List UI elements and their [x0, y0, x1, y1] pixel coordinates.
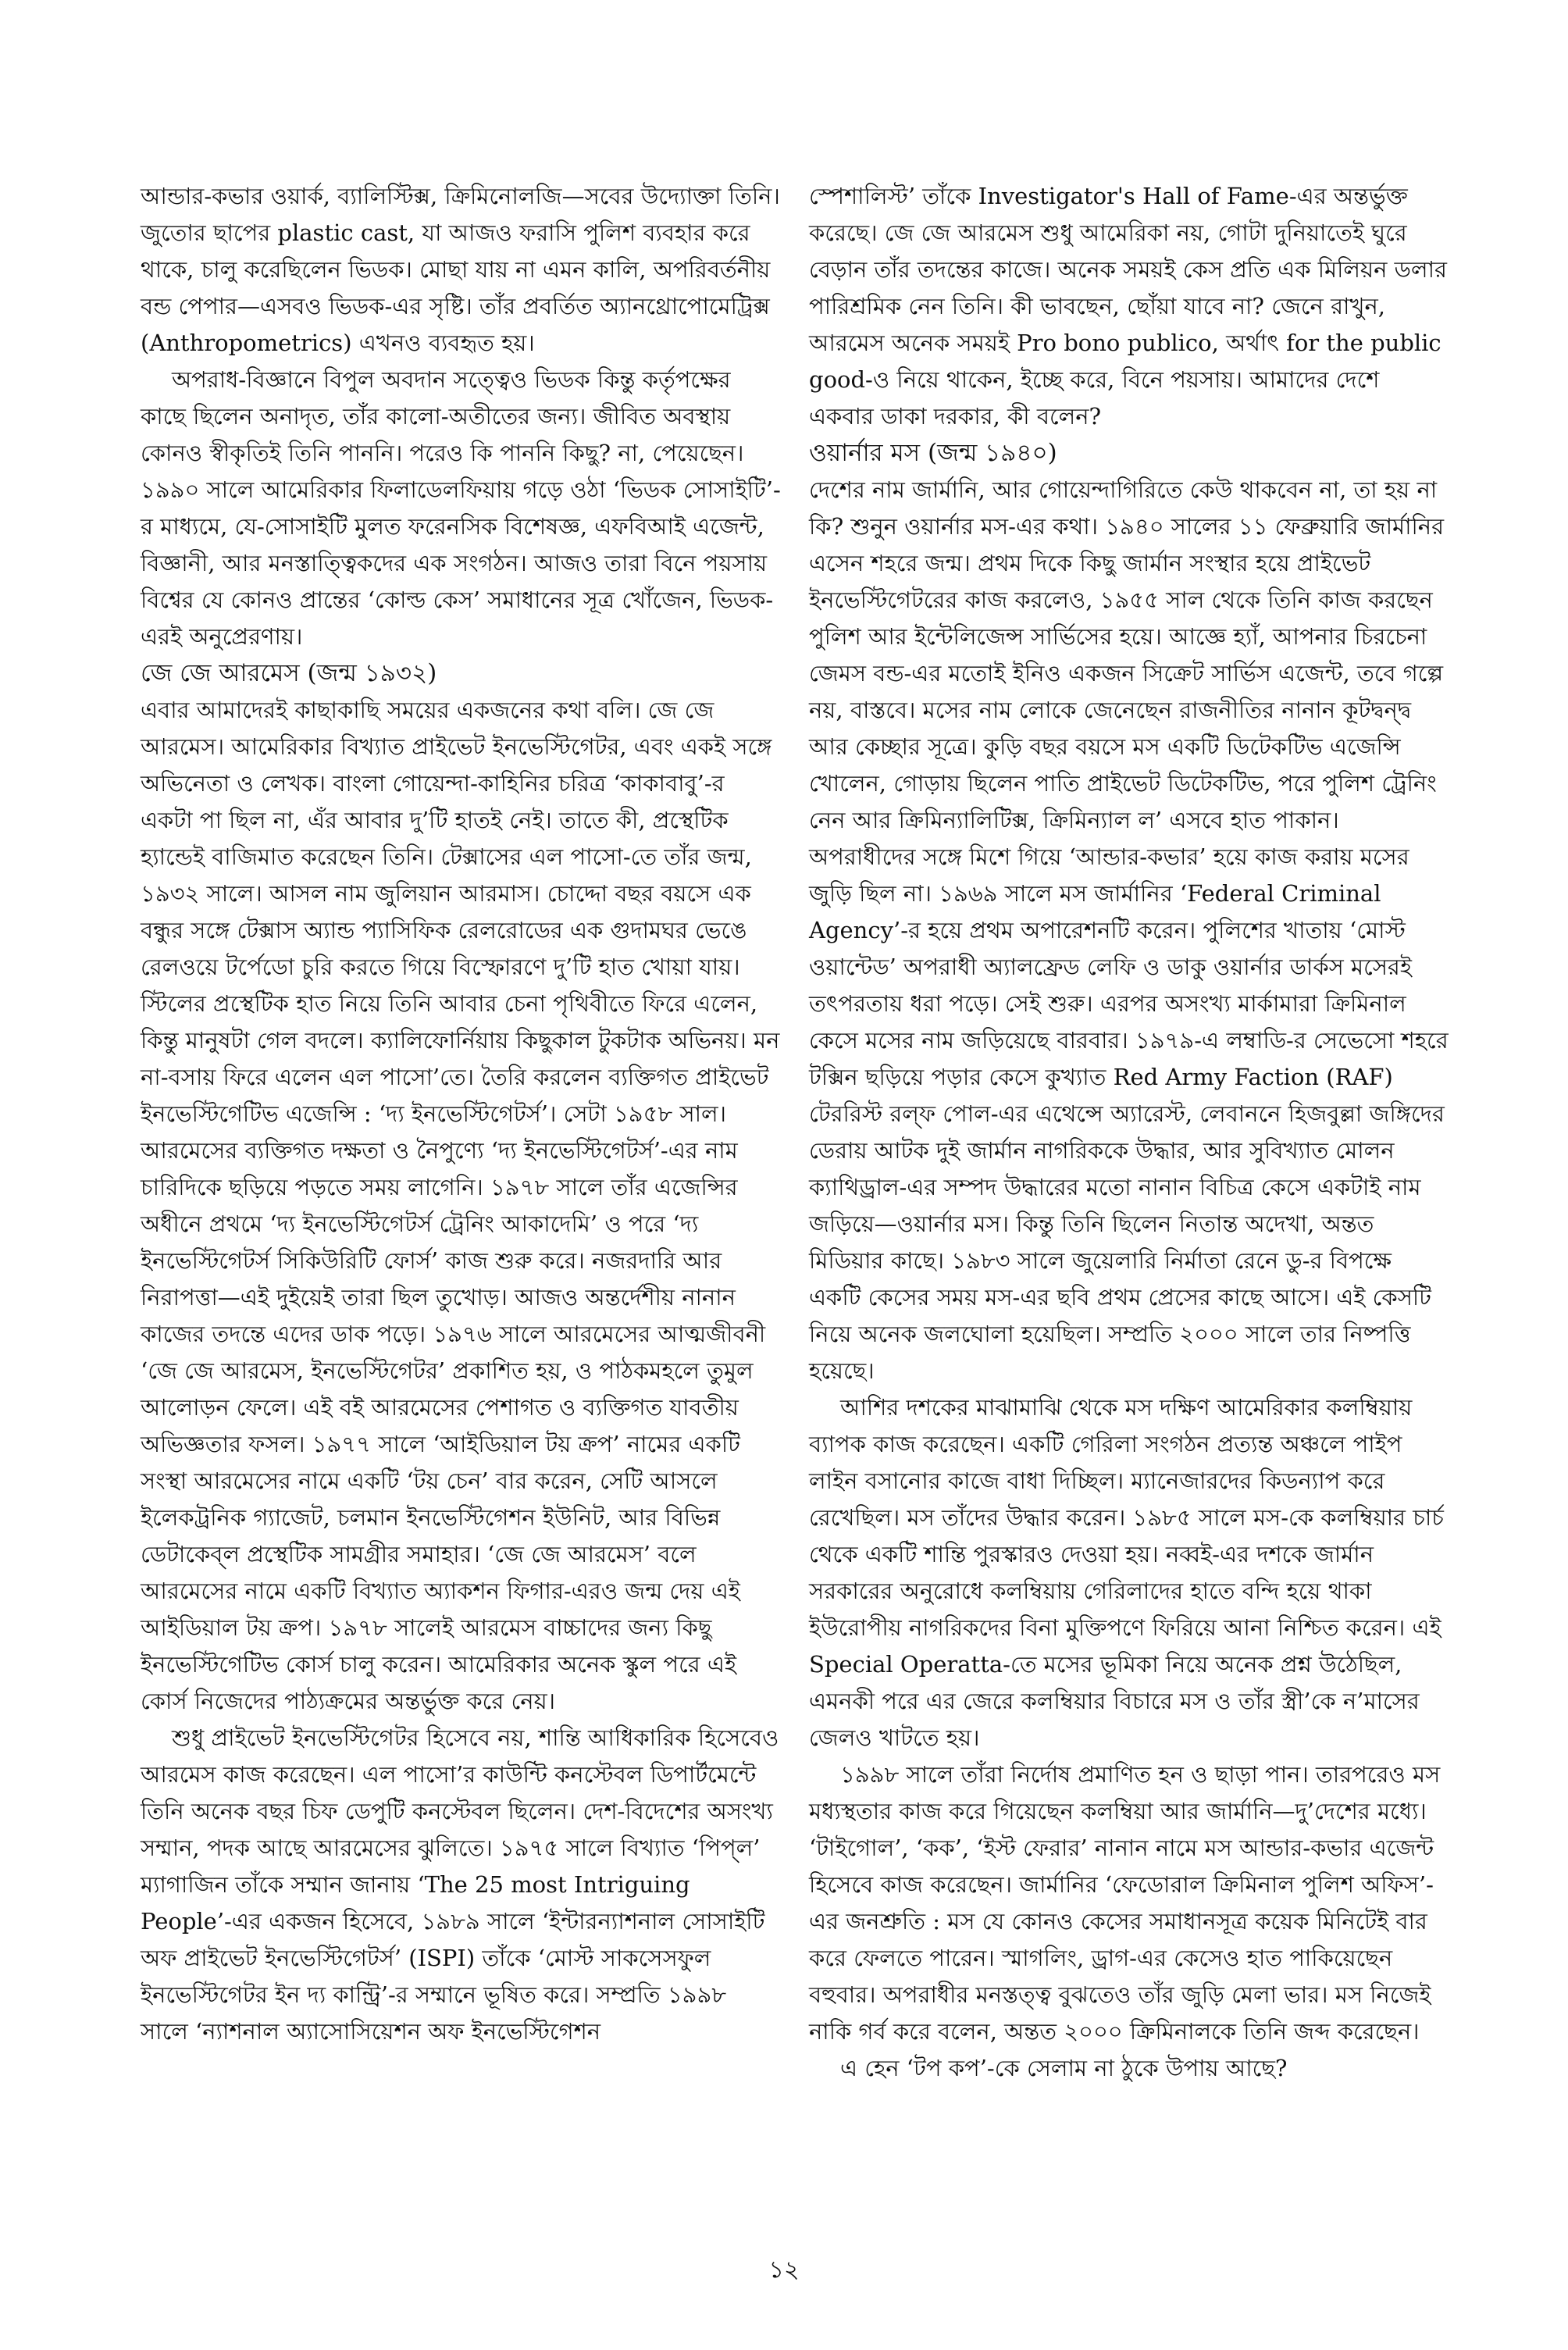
paragraph-armes-honours: শুধু প্রাইভেট ইনভেস্টিগেটর হিসেবে নয়, শান্তি আধিকারিক হিসেবেও আরমেস কাজ করেছেন। এল পাসো’র কাউন্টি কনস্টেবল ডিপার্টমেন্টে তিনি অনেক বছর চিফ ডেপুটি কনস্টেবল ছিলেন। দেশ-বিদেশের অসংখ্য সম্মান, পদক আছে আরমেসের ঝুলিতে। ১৯৭৫ সালে বিখ্যাত ‘পিপ্‌ল’ ম্যাগাজিন তাঁকে সম্মান জানায় ‘The 25 most Intriguing People’-এর একজন হিসেবে, ১৯৮৯ সালে ‘ইন্টারন্যাশনাল সোসাইটি অফ প্রাইভেট ইনভেস্টিগেটর্স’ (ISPI) তাঁকে ‘মোস্ট সাকসেসফুল ইনভেস্টিগেটর ইন দ্য কান্ট্রি’-র সম্মানে ভূষিত করে। সম্প্রতি ১৯৯৮ সালে ‘ন্যাশনাল অ্যাসোসিয়েশন অফ ইনভেস্টিগেশন	[141, 1724, 779, 2045]
paragraph-mauss-career: দেশের নাম জার্মানি, আর গোয়েন্দাগিরিতে কেউ থাকবেন না, তা হয় না কি? শুনুন ওয়ার্নার মস-এর কথা। ১৯৪০ সালের ১১ ফেব্রুয়ারি জার্মানির এসেন শহরে জন্ম। প্রথম দিকে কিছু জার্মান সংস্থার হয়ে প্রাইভেট ইনভেস্টিগেটরের কাজ করলেও, ১৯৫৫ সাল থেকে তিনি কাজ করছেন পুলিশ আর ইন্টেলিজেন্স সার্ভিসের হয়ে। আজ্ঞে হ্যাঁ, আপনার চিরচেনা জেমস বন্ড-এর মতোই ইনিও একজন সিক্রেট সার্ভিস এজেন্ট, তবে গল্পে নয়, বাস্তবে। মসের নাম লোকে জেনেছেন রাজনীতির নানান কূটদ্বন্দ্ব আর কেচ্ছার সূত্রে। কুড়ি বছর বয়সে মস একটি ডিটেকটিভ এজেন্সি খোলেন, গোড়ায় ছিলেন পাতি প্রাইভেট ডিটেকটিভ, পরে পুলিশ ট্রেনিং নেন আর ক্রিমিন্যালিটিক্স, ক্রিমিন্যাল ল’ এসবে হাত পাকান। অপরাধীদের সঙ্গে মিশে গিয়ে ‘আন্ডার-কভার’ হয়ে কাজ করায় মসের জুড়ি ছিল না। ১৯৬৯ সালে মস জার্মানির ‘Federal Criminal Agency’-র হয়ে প্রথম অপারেশনটি করেন। পুলিশের খাতায় ‘মোস্ট ওয়ান্টেড’ অপরাধী অ্যালফ্রেড লেফি ও ডাকু ওয়ার্নার ডার্কস মসেরই তৎপরতায় ধরা পড়ে। সেই শুরু। এরপর অসংখ্য মার্কামারা ক্রিমিনাল কেসে মসের নাম জড়িয়েছে বারবার। ১৯৭৯-এ লম্বাডি-র সেভেসো শহরে টক্সিন ছড়িয়ে পড়ার কেসে কুখ্যাত Red Army Faction (RAF) টেররিস্ট রল্‌ফ পোল-এর এথেন্সে অ্যারেস্ট, লেবাননে হিজবুল্লা জঙ্গিদের ডেরায় আটক দুই জার্মান নাগরিককে উদ্ধার, আর সুবিখ্যাত মোলন ক্যাথিড্রাল-এর সম্পদ উদ্ধারের মতো নানান বিচিত্র কেসে একটাই নাম জড়িয়ে—ওয়ার্নার মস। কিন্তু তিনি ছিলেন নিতান্ত অদেখা, অন্তত মিডিয়ার কাছে। ১৯৮৩ সালে জুয়েলারি নির্মাতা রেনে ডু-র বিপক্ষে একটি কেসের সময় মস-এর ছবি প্রথম প্রেসের কাছে আসে। এই কেসটি নিয়ে অনেক জলঘোলা হয়েছিল। সম্প্রতি ২০০০ সালে তার নিষ্পত্তি হয়েছে।	[809, 476, 1449, 1384]
page-number: ১২	[768, 2256, 800, 2284]
paragraph-armes-biography: এবার আমাদেরই কাছাকাছি সময়ের একজনের কথা বলি। জে জে আরমেস। আমেরিকার বিখ্যাত প্রাইভেট ইনভেস্টিগেটর, এবং একই সঙ্গে অভিনেতা ও লেখক। বাংলা গোয়েন্দা-কাহিনির চরিত্র ‘কাকাবাবু’-র একটা পা ছিল না, এঁর আবার দু’টি হাতই নেই। তাতে কী, প্রস্থেটিক হ্যান্ডেই বাজিমাত করেছেন তিনি। টেক্সাসের এল পাসো-তে তাঁর জন্ম, ১৯৩২ সালে। আসল নাম জুলিয়ান আরমাস। চোদ্দো বছর বয়সে এক বন্ধুর সঙ্গে টেক্সাস অ্যান্ড প্যাসিফিক রেলরোডের এক গুদামঘর ভেঙে রেলওয়ে টর্পেডো চুরি করতে গিয়ে বিস্ফোরণে দু’টি হাত খোয়া যায়। স্টিলের প্রস্থেটিক হাত নিয়ে তিনি আবার চেনা পৃথিবীতে ফিরে এলেন, কিন্তু মানুষটা গেল বদলে। ক্যালিফোর্নিয়ায় কিছুকাল টুকটাক অভিনয়। মন না-বসায় ফিরে এলেন এল পাসো’তে। তৈরি করলেন ব্যক্তিগত প্রাইভেট ইনভেস্টিগেটিভ এজেন্সি : ‘দ্য ইনভেস্টিগেটর্স’। সেটা ১৯৫৮ সাল। আরমেসের ব্যক্তিগত দক্ষতা ও নৈপুণ্যে ‘দ্য ইনভেস্টিগেটর্স’-এর নাম চারিদিকে ছড়িয়ে পড়তে সময় লাগেনি। ১৯৭৮ সালে তাঁর এজেন্সির অধীনে প্রথমে ‘দ্য ইনভেস্টিগেটর্স ট্রেনিং আকাদেমি’ ও পরে ‘দ্য ইনভেস্টিগেটর্স সিকিউরিটি ফোর্স’ কাজ শুরু করে। নজরদারি আর নিরাপত্তা—এই দুইয়েই তারা ছিল তুখোড়। আজও অন্তর্দেশীয় নানান কাজের তদন্তে এদের ডাক পড়ে। ১৯৭৬ সালে আরমেসের আত্মজীবনী ‘জে জে আরমেস, ইনভেস্টিগেটর’ প্রকাশিত হয়, ও পাঠকমহলে তুমুল আলোড়ন ফেলে। এই বই আরমেসের পেশাগত ও ব্যক্তিগত যাবতীয় অভিজ্ঞতার ফসল। ১৯৭৭ সালে ‘আইডিয়াল টয় ক্রপ’ নামের একটি সংস্থা আরমেসের নামে একটি ‘টয় চেন’ বার করেন, সেটি আসলে ইলেকট্রনিক গ্যাজেট, চলমান ইনভেস্টিগেশন ইউনিট, আর বিভিন্ন ডেটাকেব্‌ল প্রস্থেটিক সামগ্রীর সমাহার। ‘জে জে আরমেস’ বলে আরমেসের নামে একটি বিখ্যাত অ্যাকশন ফিগার-এরও জন্ম দেয় এই আইডিয়াল টয় ক্রপ। ১৯৭৮ সালেই আরমেস বাচ্চাদের জন্য কিছু ইনভেস্টিগেটিভ কোর্স চালু করেন। আমেরিকার অনেক স্কুল পরে এই কোর্স নিজেদের পাঠ্যক্রমের অন্তর্ভুক্ত করে নেয়।	[141, 697, 780, 1714]
paragraph-closing-remark: এ হেন ‘টপ কপ’-কে সেলাম না ঠুকে উপায় আছে?	[840, 2055, 1288, 2081]
paragraph-vidocq-contributions: আন্ডার-কভার ওয়ার্ক, ব্যালিস্টিক্স, ক্রিমিনোলজি—সবের উদ্যোক্তা তিনি। জুতোর ছাপের plastic cast, যা আজও ফরাসি পুলিশ ব্যবহার করে থাকে, চালু করেছিলেন ভিডক। মোছা যায় না এমন কালি, অপরিবর্তনীয় বন্ড পেপার—এসবও ভিডক-এর সৃষ্টি। তাঁর প্রবর্তিত অ্যানথ্রোপোমেট্রিক্স (Anthropometrics) এখনও ব্যবহৃত হয়।	[141, 183, 780, 356]
section-heading-werner-mauss: ওয়ার্নার মস (জন্ম ১৯৪০)	[809, 439, 1057, 467]
paragraph-mauss-colombia: আশির দশকের মাঝামাঝি থেকে মস দক্ষিণ আমেরিকার কলম্বিয়ায় ব্যাপক কাজ করেছেন। একটি গেরিলা সংগঠন প্রত্যন্ত অঞ্চলে পাইপ লাইন বসানোর কাজে বাধা দিচ্ছিল। ম্যানেজারদের কিডন্যাপ করে রেখেছিল। মস তাঁদের উদ্ধার করেন। ১৯৮৫ সালে মস-কে কলম্বিয়ার চার্চ থেকে একটি শান্তি পুরস্কারও দেওয়া হয়। নব্বই-এর দশকে জার্মান সরকারের অনুরোধে কলম্বিয়ায় গেরিলাদের হাতে বন্দি হয়ে থাকা ইউরোপীয় নাগরিকদের বিনা মুক্তিপণে ফিরিয়ে আনা নিশ্চিত করেন। এই Special Operatta-তে মসের ভূমিকা নিয়ে অনেক প্রশ্ন উঠেছিল, এমনকী পরে এর জেরে কলম্বিয়ার বিচারে মস ও তাঁর স্ত্রী’কে ন’মাসের জেলও খাটতে হয়।	[809, 1394, 1444, 1751]
paragraph-mauss-acquittal: ১৯৯৮ সালে তাঁরা নির্দোষ প্রমাণিত হন ও ছাড়া পান। তারপরেও মস মধ্যস্থতার কাজ করে গিয়েছেন কলম্বিয়া আর জার্মানি—দু’দেশের মধ্যে। ‘টাইগোল’, ‘কক’, ‘ইস্ট ফেরার’ নানান নামে মস আন্ডার-কভার এজেন্ট হিসেবে কাজ করেছেন। জার্মানির ‘ফেডোরাল ক্রিমিনাল পুলিশ অফিস’-এর জনশ্রুতি : মস যে কোনও কেসের সমাধানসূত্র কয়েক মিনিটেই বার করে ফেলতে পারেন। স্মাগলিং, ড্রাগ-এর কেসেও হাত পাকিয়েছেন বহুবার। অপরাধীর মনস্তত্ত্ব বুঝতেও তাঁর জুড়ি মেলা ভার। মস নিজেই নাকি গর্ব করে বলেন, অন্তত ২০০০ ক্রিমিনালকে তিনি জব্দ করেছেন।	[809, 1761, 1441, 2045]
paragraph-armes-hall-of-fame: স্পেশালিস্ট’ তাঁকে Investigator's Hall of Fame-এর অন্তর্ভুক্ত করেছে। জে জে আরমেস শুধু আমেরিকা নয়, গোটা দুনিয়াতেই ঘুরে বেড়ান তাঁর তদন্তের কাজে। অনেক সময়ই কেস প্রতি এক মিলিয়ন ডলার পারিশ্রমিক নেন তিনি। কী ভাবছেন, ছোঁয়া যাবে না? জেনে রাখুন, আরমেস অনেক সময়ই Pro bono publico, অর্থাৎ for the public good-ও নিয়ে থাকেন, ইচ্ছে করে, বিনে পয়সায়। আমাদের দেশে একবার ডাকা দরকার, কী বলেন?	[809, 183, 1447, 430]
section-heading-jj-armes: জে জে আরমেস (জন্ম ১৯৩২)	[141, 659, 437, 687]
right-column	[809, 178, 1449, 2087]
paragraph-vidocq-recognition: অপরাধ-বিজ্ঞানে বিপুল অবদান সত্ত্বেও ভিডক কিন্তু কর্তৃপক্ষের কাছে ছিলেন অনাদৃত, তাঁর কালো-অতীতের জন্য। জীবিত অবস্থায় কোনও স্বীকৃতিই তিনি পাননি। পরেও কি পাননি কিছু? না, পেয়েছেন। ১৯৯০ সালে আমেরিকার ফিলাডেলফিয়ায় গড়ে ওঠা ‘ভিডক সোসাইটি’-র মাধ্যমে, যে-সোসাইটি মুলত ফরেনসিক বিশেষজ্ঞ, এফবিআই এজেন্ট, বিজ্ঞানী, আর মনস্তাত্ত্বিকদের এক সংগঠন। আজও তারা বিনে পয়সায় বিশ্বের যে কোনও প্রান্তের ‘কোল্ড কেস’ সমাধানের সূত্র খোঁজেন, ভিডক-এরই অনুপ্রেরণায়।	[141, 366, 781, 650]
left-column	[141, 178, 781, 2050]
